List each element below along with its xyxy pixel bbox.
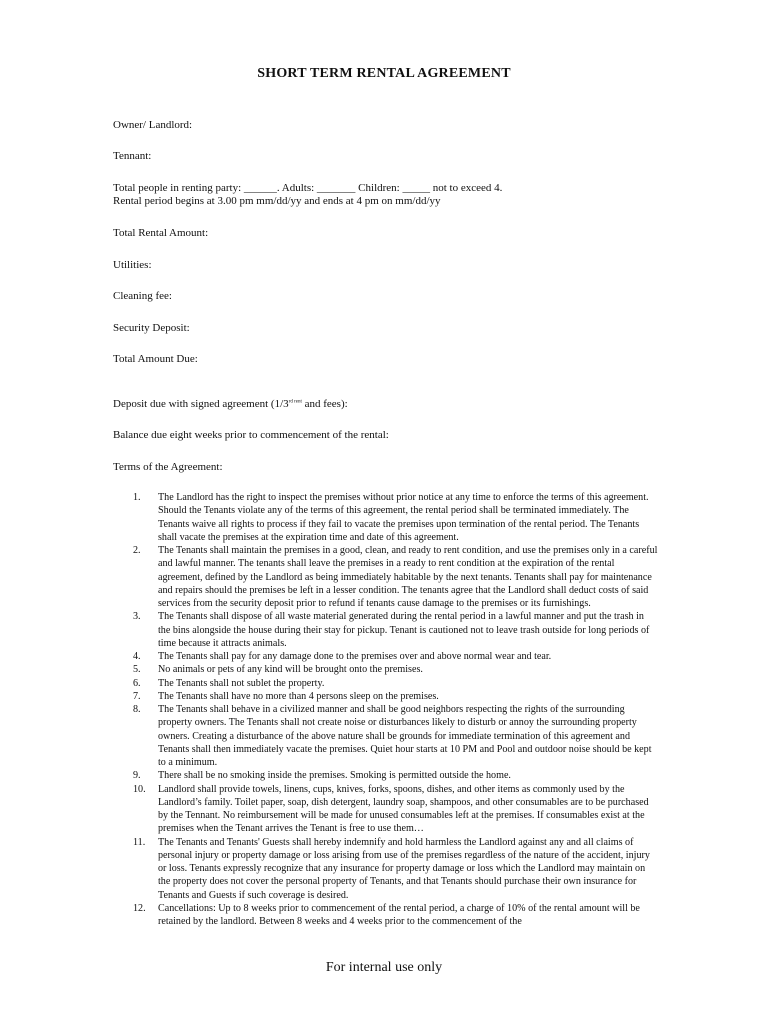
cleaning-fee-label: Cleaning fee: [113, 290, 172, 302]
deposit-prefix: Deposit due with signed agreement (1/3 [113, 398, 289, 410]
term-number: 1. [133, 492, 141, 503]
term-number: 10. [133, 783, 146, 795]
term-number: 7. [133, 690, 141, 702]
utilities-label: Utilities: [113, 259, 152, 271]
term-text: The Tenants shall pay for any damage done to the premises over and above normal wear and tear. [158, 651, 552, 662]
term-text: Landlord shall provide towels, linens, cups, knives, forks, spoons, dishes, and other items as commonly used by the Landlord’s family. Toilet paper, soap, dish detergent, laundry soap, shampoos, and other consumables are to be purchased by the Tennant. No reimbursement will be made for unused consumables left at the premises. If consumables exist at the premises when the Tenant arrives the Tenant is free to use them… [158, 783, 649, 835]
term-number: 6. [133, 677, 141, 689]
total-amount-due-label: Total Amount Due: [113, 353, 198, 365]
term-text: No animals or pets of any kind will be brought onto the premises. [158, 664, 423, 676]
term-number: 11. [133, 836, 146, 848]
footer-internal-use: For internal use only [325, 960, 443, 975]
total-rental-label: Total Rental Amount: [113, 227, 209, 239]
deposit-suffix: and fees): [301, 398, 348, 410]
term-text: There shall be no smoking inside the premises. Smoking is permitted outside the home. [158, 770, 511, 782]
term-item [113, 836, 658, 902]
document-title: SHORT TERM RENTAL AGREEMENT [257, 66, 511, 81]
term-number: 3. [133, 611, 141, 623]
terms-list [113, 491, 658, 928]
owner-label: Owner/ Landlord: [113, 119, 193, 131]
balance-line: Balance due eight weeks prior to commencement of the rental: [113, 429, 389, 441]
term-text: The Tenants and Tenants' Guests shall hereby indemnify and hold harmless the Landlord against any and all claims of personal injury or property damage or loss arising from use of the premises regardless of the nature of the accident, injury or loss. Tenants expressly recognize that any insurance for property damage or loss which the Landlord may maintain on the property does not cover the personal property of Tenants, and that Tenants should purchase their own insurance for Tenants and Guests if such coverage is desired. [158, 836, 650, 901]
term-item [113, 690, 658, 703]
term-item [113, 703, 658, 769]
term-item [113, 783, 658, 836]
term-item [113, 677, 658, 690]
term-item [113, 610, 658, 650]
term-item [113, 902, 658, 929]
deposit-line [113, 398, 348, 411]
terms-heading: Terms of the Agreement: [113, 461, 223, 473]
term-number: 2. [133, 545, 141, 556]
term-text: Cancellations: Up to 8 weeks prior to commencement of the rental period, a charge of 10% of the rental amount will be retained by the landlord. Between 8 weeks and 4 weeks prior to the commencement of the [158, 902, 640, 927]
tenant-label: Tennant: [113, 150, 152, 162]
term-item [113, 650, 658, 663]
security-deposit-label: Security Deposit: [113, 322, 190, 334]
term-item [113, 491, 658, 544]
term-number: 8. [133, 704, 141, 715]
rental-period-line: Rental period begins at 3.00 pm mm/dd/yy and ends at 4 pm on mm/dd/yy [113, 195, 441, 207]
term-number: 9. [133, 770, 141, 782]
term-text: The Tenants shall not sublet the property. [158, 677, 325, 689]
term-item [113, 769, 658, 782]
term-text: The Tenants shall have no more than 4 persons sleep on the premises. [158, 690, 439, 702]
term-number: 12. [133, 902, 146, 914]
term-text: The Tenants shall behave in a civilized manner and shall be good neighbors respecting the rights of the surrounding property owners. The Tenants shall not create noise or disturbances likely to disturb or annoy the surrounding property owners. Creating a disturbance of the above nature shall be grounds for immediate termination of this agreement and Tenants shall then immediately vacate the premises. Quiet hour starts at 10 PM and Pool and outdoor noise should be kept to a minimum. [158, 704, 652, 768]
term-number: 4. [133, 651, 141, 662]
people-line: Total people in renting party: ______. Adults: _______ Children: _____ not to exceed 4. [113, 182, 503, 194]
term-text: The Landlord has the right to inspect the premises without prior notice at any time to enforce the terms of this agreement. Should the Tenants violate any of the terms of this agreement, the rental period shall be terminated immediately. The Tenants waive all rights to process if they fail to vacate the premises upon termination of the rental period. The Tenants shall vacate the premises at the expiration time and date of this agreement. [158, 492, 649, 543]
deposit-superscript: rd rent [288, 399, 302, 405]
term-item [113, 544, 658, 610]
term-text: The Tenants shall maintain the premises in a good, clean, and ready to rent condition, and use the premises only in a careful and lawful manner. The tenants shall leave the premises in a ready to rent condition at the expiration of the rental agreement, defined by the Landlord as being immediately habitable by the next tenants. Tenants shall pay for maintenance and repairs should the premises be left in a lesser condition. The tenants agree that the Landlord shall deduct costs of said services from the security deposit prior to refund if tenants cause damage to the premises or its furnishings. [158, 545, 658, 609]
term-text: The Tenants shall dispose of all waste material generated during the rental period in a lawful manner and put the trash in the bins alongside the house during their stay for pickup. Tenant is cautioned not to leave trash outside for long periods of time because it attracts animals. [158, 611, 650, 649]
term-item [113, 663, 658, 676]
term-number: 5. [133, 664, 141, 676]
